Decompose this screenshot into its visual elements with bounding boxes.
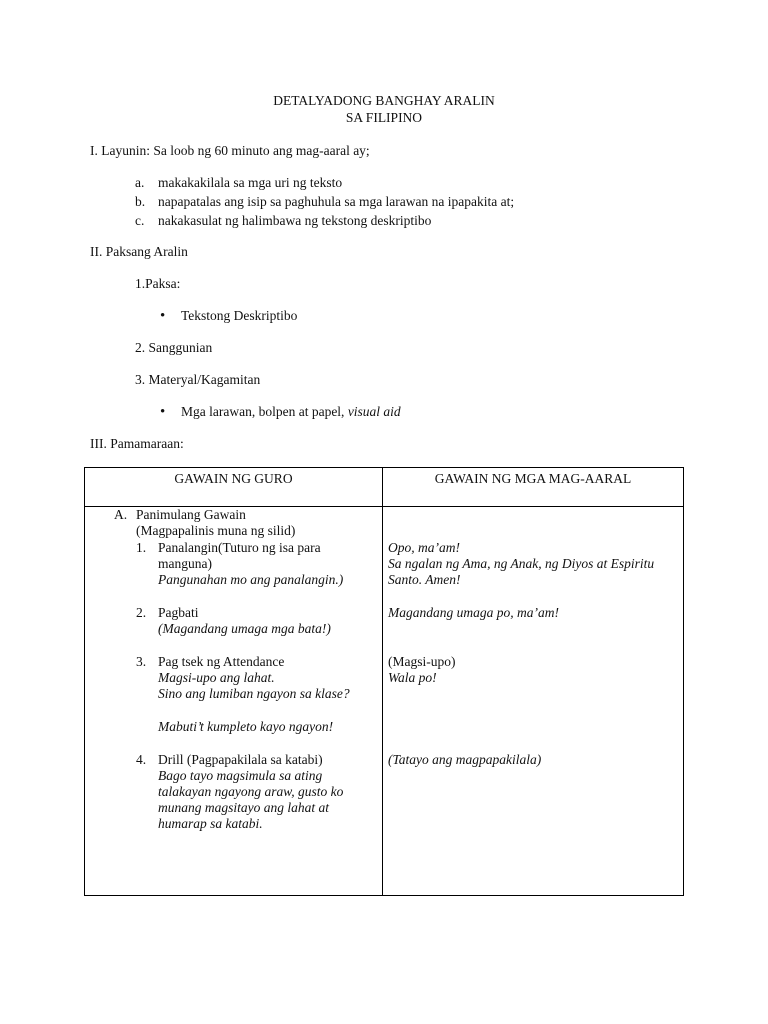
item-title: Drill (Pagpapakilala sa katabi) xyxy=(158,752,323,767)
section-paksang-aralin-heading: II. Paksang Aralin xyxy=(90,244,188,259)
teacher-line: (Magandang umaga mga bata!) xyxy=(158,621,331,636)
list-item: makakakilala sa mga uri ng teksto xyxy=(158,175,343,190)
student-response: (Tatayo ang magpapakilala) xyxy=(388,752,542,767)
item-title: Panalangin(Tuturo ng isa para xyxy=(158,540,321,555)
document-title: DETALYADONG BANGHAY ARALIN xyxy=(273,93,495,108)
header-student-activity: GAWAIN NG MGA MAG-AARAL xyxy=(383,468,684,507)
header-teacher-activity: GAWAIN NG GURO xyxy=(85,468,383,507)
teacher-line: Sino ang lumiban ngayon sa klase? xyxy=(158,686,350,701)
teacher-line: munang magsitayo ang lahat at xyxy=(158,800,329,815)
list-item: napapatalas ang isip sa paghuhula sa mga larawan na ipapakita at; xyxy=(158,194,515,209)
student-response: Wala po! xyxy=(388,670,437,685)
materyal-label: 3. Materyal/Kagamitan xyxy=(135,372,261,387)
teacher-activity-cell xyxy=(85,507,383,896)
item-title: Pag tsek ng Attendance xyxy=(158,654,285,669)
item-number: 2. xyxy=(136,605,147,620)
list-marker: a. xyxy=(135,175,145,190)
materyal-italic-text: visual aid xyxy=(347,404,401,419)
teacher-line: Bago tayo magsimula sa ating xyxy=(158,768,323,783)
item-title-cont: manguna) xyxy=(158,556,212,571)
paksa-bullet-item: • Tekstong Deskriptibo xyxy=(181,308,297,324)
list-marker: c. xyxy=(135,213,145,228)
item-number: 3. xyxy=(136,654,147,669)
student-response: Santo. Amen! xyxy=(388,572,461,587)
item-title: Pagbati xyxy=(158,605,199,620)
student-response: Magandang umaga po, ma’am! xyxy=(388,605,559,620)
section-a-title: Panimulang Gawain xyxy=(136,507,246,522)
student-activity-cell xyxy=(383,507,684,896)
paksa-label: 1.Paksa: xyxy=(135,276,181,291)
teacher-line: Magsi-upo ang lahat. xyxy=(158,670,275,685)
student-response: Opo, ma’am! xyxy=(388,540,460,555)
materyal-text: Mga larawan, bolpen at papel, xyxy=(181,404,348,419)
section-pamamaraan-heading: III. Pamamaraan: xyxy=(90,436,184,451)
procedure-table xyxy=(84,467,684,896)
section-a-note: (Magpapalinis muna ng silid) xyxy=(136,523,296,538)
document-subtitle: SA FILIPINO xyxy=(345,110,423,125)
item-number: 1. xyxy=(136,540,147,555)
item-number: 4. xyxy=(136,752,147,767)
section-a-marker: A. xyxy=(114,507,128,522)
teacher-line: Mabuti’t kumpleto kayo ngayon! xyxy=(158,719,334,734)
list-marker: b. xyxy=(135,194,146,209)
sanggunian-label: 2. Sanggunian xyxy=(135,340,213,355)
materyal-bullet-item xyxy=(181,404,401,420)
list-item: nakakasulat ng halimbawa ng tekstong deskriptibo xyxy=(158,213,432,228)
section-layunin-heading: I. Layunin: Sa loob ng 60 minuto ang mag-aaral ay; xyxy=(90,143,370,158)
student-response: (Magsi-upo) xyxy=(388,654,456,669)
table-header-row xyxy=(85,468,684,507)
teacher-line: humarap sa katabi. xyxy=(158,816,263,831)
teacher-line: talakayan ngayong araw, gusto ko xyxy=(158,784,344,799)
table-row xyxy=(85,507,684,896)
student-response: Sa ngalan ng Ama, ng Anak, ng Diyos at Espiritu xyxy=(388,556,655,571)
teacher-line: Pangunahan mo ang panalangin.) xyxy=(158,572,344,587)
